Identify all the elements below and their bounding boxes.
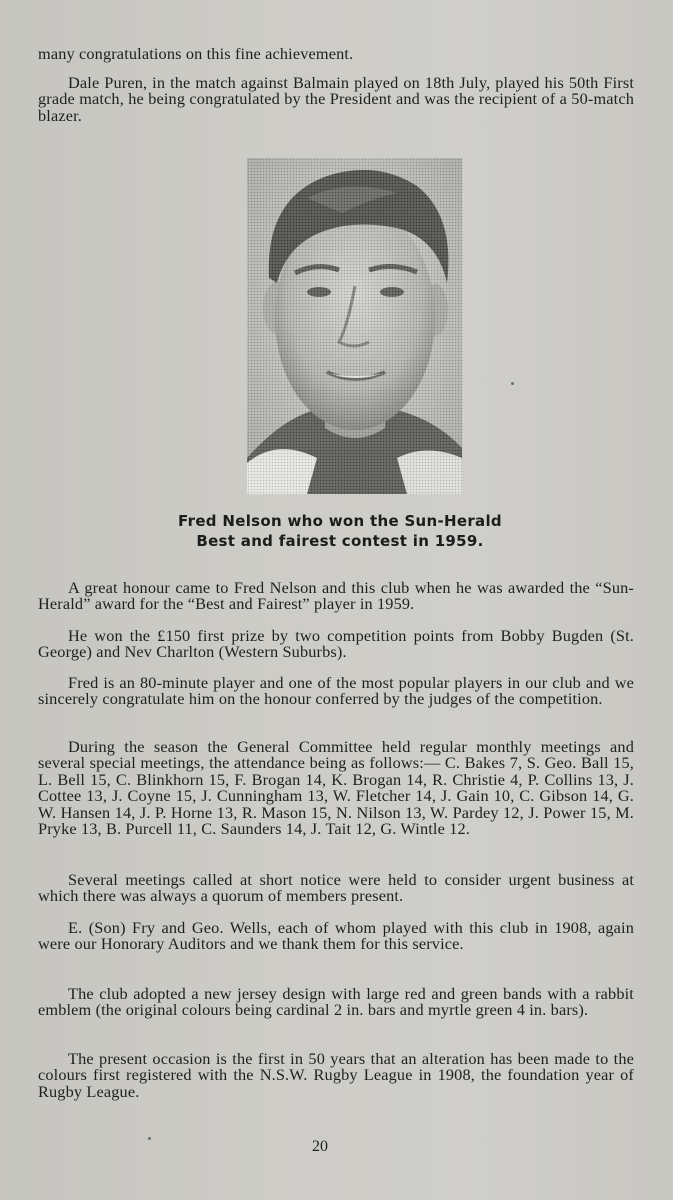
paragraph-dale-puren: Dale Puren, in the match against Balmain played on 18th July, played his 50th First grade match, he being congratulated by the President and was the recipient of a 50-match blazer. — [38, 73, 634, 125]
paragraph-congratulations: many congratulations on this fine achievement. — [38, 44, 354, 63]
paragraph-jersey: The club adopted a new jersey design with large red and green bands with a rabbit emblem (the original colours being cardinal 2 in. bars and myrtle green 4 in. bars). — [38, 984, 634, 1020]
paragraph-colours: The present occasion is the first in 50 years that an alteration has been made to the colours first registered with the N.S.W. Rugby League in 1908, the foundation year of Rugby League. — [38, 1049, 634, 1101]
caption-line-1: Fred Nelson who won the Sun-Herald — [178, 512, 502, 530]
portrait-photo — [247, 158, 462, 494]
paragraph-attendance: During the season the General Committee held regular monthly meetings and several special meetings, the attendance being as follows:— C. Bakes 7, S. Geo. Ball 15, L. Bell 15, C. Blinkhorn 15, F. Brogan 14, K. Brogan 14, R. Christie 4, P. Collins 13, J. Cottee 13, J. Coyne 15, J. Cunningham 13, W. Fletcher 14, J. Gain 10, C. Gibson 14, G. W. Hansen 14, J. P. Horne 13, R. Mason 15, N. Nilson 13, W. Pardey 12, J. Power 15, M. Pryke 13, B. Purcell 11, C. Saunders 14, J. Tait 12, G. Wintle 12. — [38, 737, 634, 839]
paragraph-meetings: Several meetings called at short notice were held to consider urgent business at which there was always a quorum of members present. — [38, 870, 634, 906]
paragraph-honour: A great honour came to Fred Nelson and this club when he was awarded the “Sun-Herald” award for the “Best and Fairest” player in 1959. — [38, 578, 634, 614]
paragraph-fred: Fred is an 80-minute player and one of the most popular players in our club and we sincerely congratulate him on the honour conferred by the judges of the competition. — [38, 673, 634, 709]
paragraph-prize: He won the £150 first prize by two competition points from Bobby Bugden (St. George) and Nev Charlton (Western Suburbs). — [38, 626, 634, 662]
caption-line-2: Best and fairest contest in 1959. — [196, 532, 484, 550]
photo-caption — [100, 511, 580, 551]
paper-speck — [148, 1137, 151, 1140]
page-number: 20 — [312, 1138, 328, 1155]
paper-speck — [511, 382, 514, 385]
paragraph-auditors: E. (Son) Fry and Geo. Wells, each of whom played with this club in 1908, again were our Honorary Auditors and we thank them for this service. — [38, 918, 634, 954]
portrait-photo-image — [247, 158, 462, 494]
